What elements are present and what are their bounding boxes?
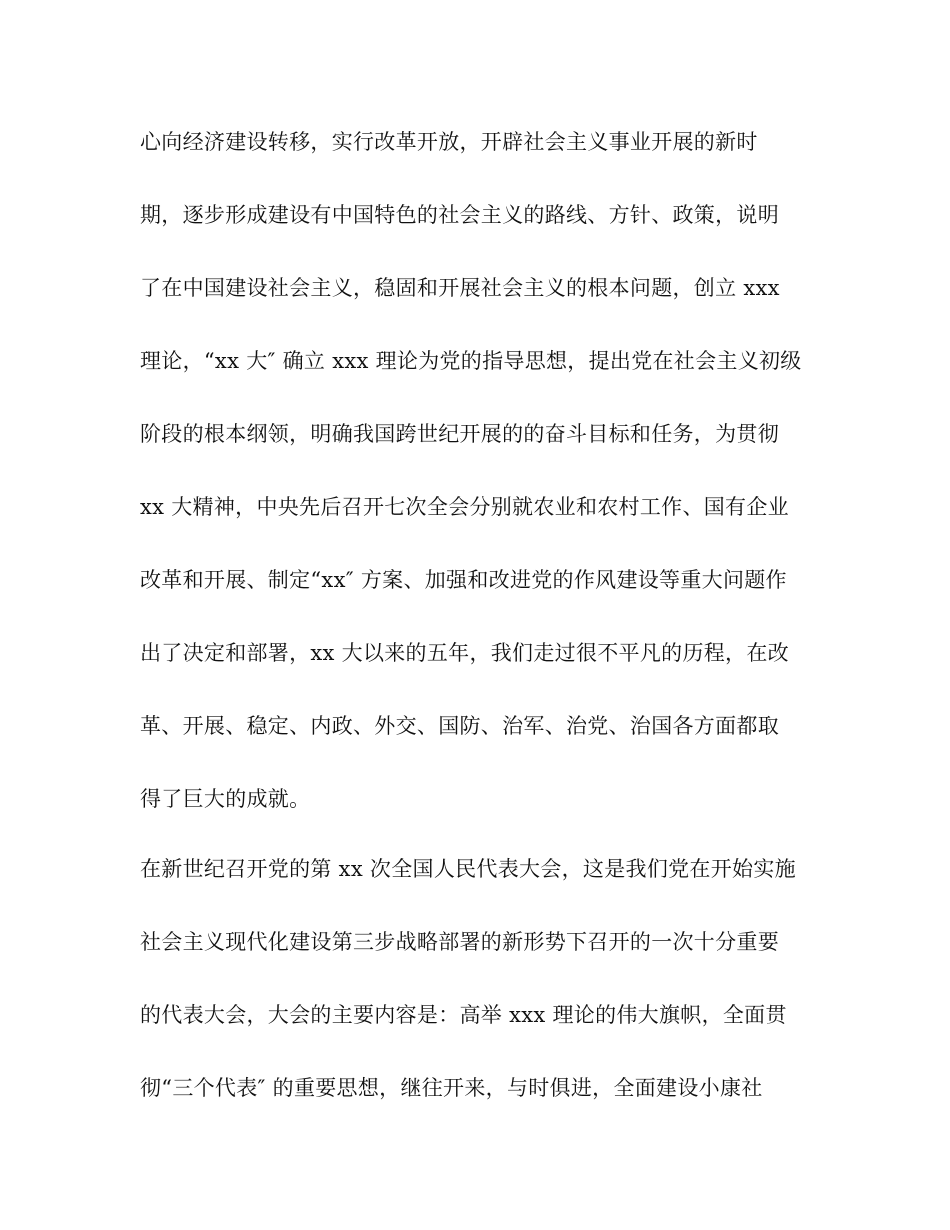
text-line: 期，逐步形成建设有中国特色的社会主义的路线、方针、政策，说明: [140, 203, 779, 227]
text-line: 在新世纪召开党的第 xx 次全国人民代表大会，这是我们党在开始实施: [140, 857, 796, 881]
text-line: 社会主义现代化建设第三步战略部署的新形势下召开的一次十分重要: [140, 930, 779, 954]
text-line: 了在中国建设社会主义，稳固和开展社会主义的根本问题，创立 xxx: [140, 276, 780, 300]
text-line: 彻“三个代表″ 的重要思想，继往开来，与时俱进，全面建设小康社: [140, 1076, 763, 1100]
text-line: 改革和开展、制定“xx″ 方案、加强和改进党的作风建设等重大问题作: [140, 568, 787, 592]
text-line: 出了决定和部署，xx 大以来的五年，我们走过很不平凡的历程，在改: [140, 641, 789, 665]
text-line: 得了巨大的成就。: [140, 787, 311, 811]
text-line: 革、开展、稳定、内政、外交、国防、治军、治党、治国各方面都取: [140, 714, 779, 738]
text-line: 阶段的根本纲领，明确我国跨世纪开展的的奋斗目标和任务，为贯彻: [140, 422, 779, 446]
text-line: 理论，“xx 大″ 确立 xxx 理论为党的指导思想，提出党在社会主义初级: [140, 349, 802, 373]
text-line: 的代表大会，大会的主要内容是：高举 xxx 理论的伟大旗帜，全面贯: [140, 1003, 787, 1027]
text-line: xx 大精神，中央先后召开七次全会分别就农业和农村工作、国有企业: [140, 495, 789, 519]
text-line: 心向经济建设转移，实行改革开放，开辟社会主义事业开展的新时: [140, 130, 758, 154]
